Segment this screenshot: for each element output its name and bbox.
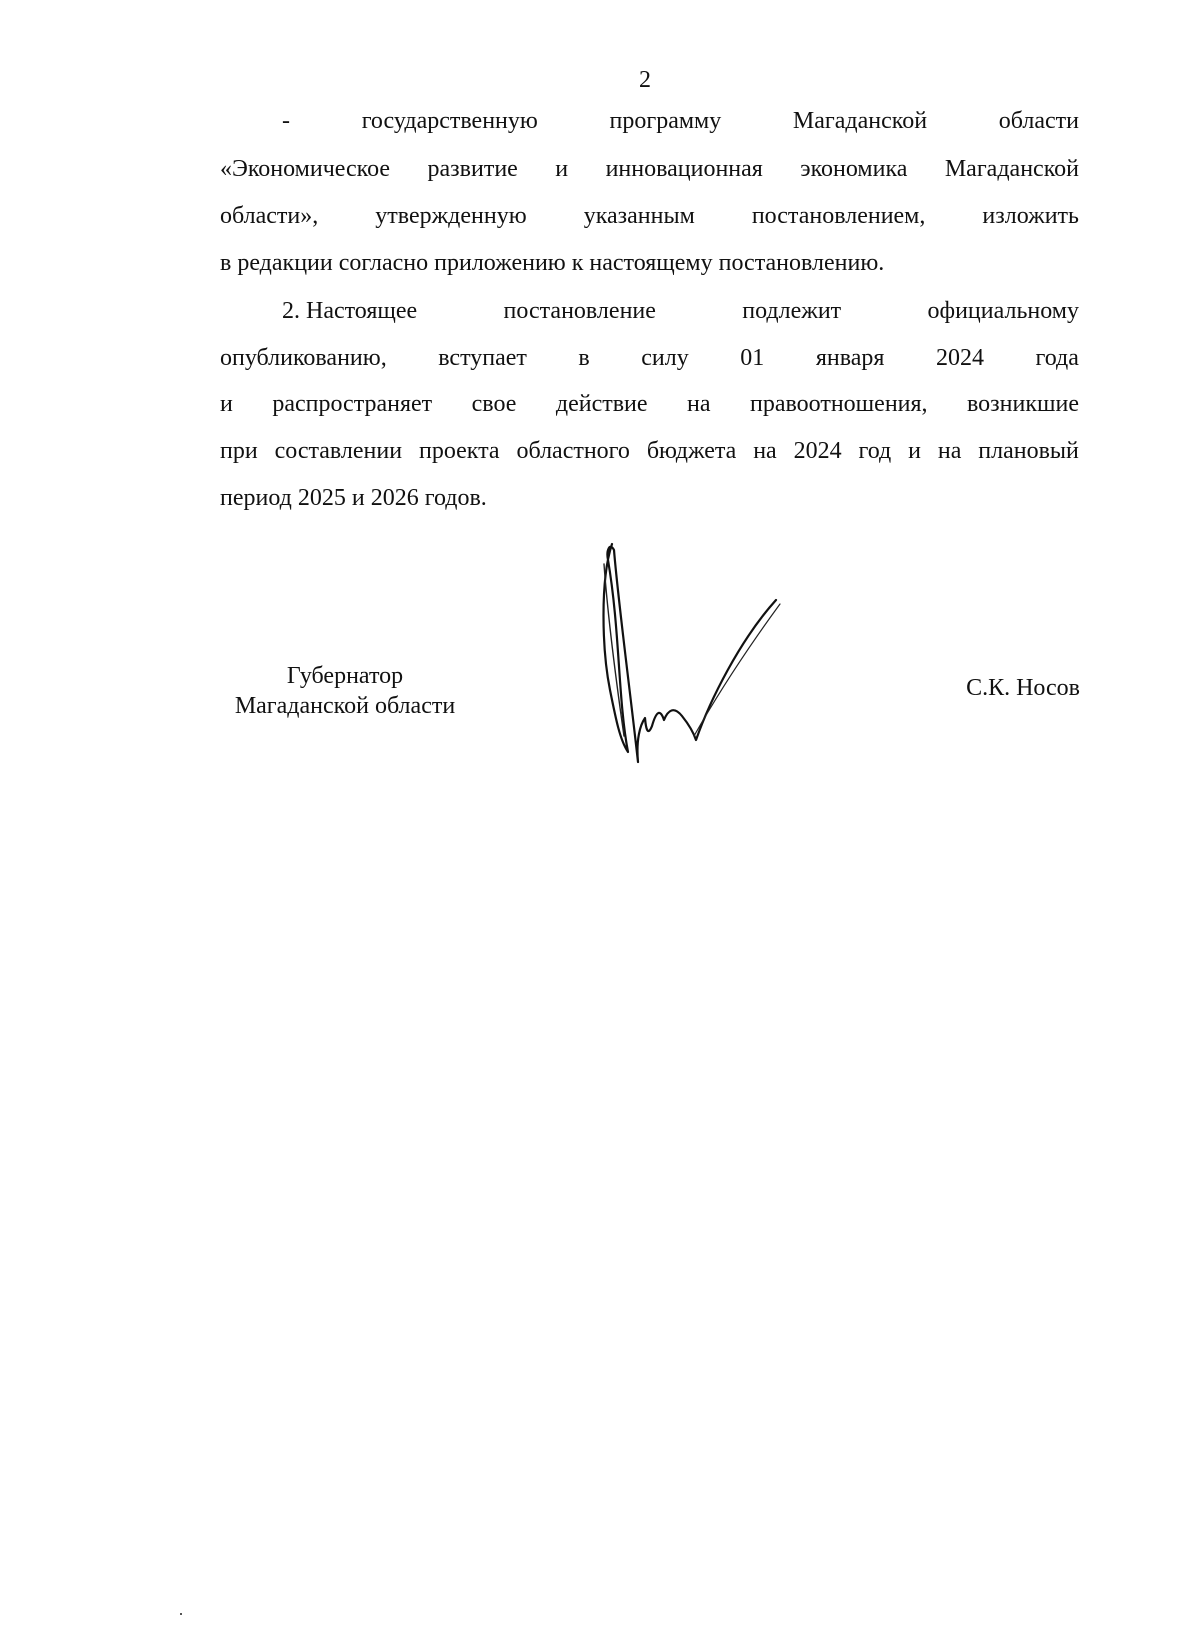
word: 01: [740, 345, 765, 371]
word: 2. Настоящее: [282, 298, 418, 324]
word: вступает: [438, 345, 527, 371]
paragraph-2-line-4: [220, 437, 1079, 465]
paragraph-2-line-3: [220, 390, 1079, 418]
word: областного: [516, 438, 630, 464]
paragraph-1-line-3: [220, 202, 1079, 230]
scan-artifact: [180, 1613, 182, 1615]
word: -: [282, 108, 290, 134]
signatory-title-line-1: Губернатор: [286, 663, 404, 689]
word: 2024: [793, 438, 842, 464]
word: постановлением,: [751, 203, 926, 229]
page-number: 2: [639, 67, 651, 93]
signatory-title-line-2: Магаданской области: [234, 693, 456, 719]
word: экономика: [800, 156, 908, 182]
word: на: [937, 438, 962, 464]
word: официальному: [927, 298, 1079, 324]
word: «Экономическое: [220, 156, 391, 182]
word: и: [908, 438, 921, 464]
word: года: [1035, 345, 1079, 371]
word: подлежит: [742, 298, 842, 324]
word: государственную: [361, 108, 538, 134]
word: Магаданской: [944, 156, 1079, 182]
word: утвержденную: [375, 203, 527, 229]
signatory-name: С.К. Носов: [966, 675, 1080, 701]
word: 2024: [935, 345, 984, 371]
word: области»,: [220, 203, 319, 229]
word: изложить: [982, 203, 1079, 229]
word: опубликованию,: [220, 345, 387, 371]
word: распространяет: [272, 391, 433, 417]
word: инновационная: [605, 156, 763, 182]
word: правоотношения,: [750, 391, 928, 417]
word: программу: [609, 108, 722, 134]
handwritten-signature: [590, 540, 810, 780]
word: возникшие: [967, 391, 1079, 417]
word: бюджета: [646, 438, 737, 464]
word: постановление: [503, 298, 656, 324]
paragraph-2-line-1: [282, 297, 1079, 325]
word: при: [220, 438, 258, 464]
paragraph-2-line-5: период 2025 и 2026 годов.: [220, 485, 487, 511]
word: силу: [641, 345, 689, 371]
word: на: [687, 391, 711, 417]
paragraph-2-line-2: [220, 344, 1079, 372]
word: в: [578, 345, 590, 371]
word: действие: [555, 391, 648, 417]
word: год: [858, 438, 892, 464]
word: составлении: [274, 438, 403, 464]
word: и: [555, 156, 569, 182]
word: проекта: [418, 438, 500, 464]
word: области: [998, 108, 1079, 134]
paragraph-1-line-1: [282, 107, 1079, 135]
paragraph-1-line-4: в редакции согласно приложению к настоящему постановлению.: [220, 250, 885, 276]
word: на: [753, 438, 777, 464]
word: указанным: [583, 203, 695, 229]
word: января: [815, 345, 885, 371]
word: Магаданской: [792, 108, 928, 134]
word: развитие: [427, 156, 518, 182]
word: и: [220, 391, 233, 417]
word: плановый: [978, 438, 1079, 464]
word: свое: [471, 391, 517, 417]
paragraph-1-line-2: [220, 155, 1079, 183]
